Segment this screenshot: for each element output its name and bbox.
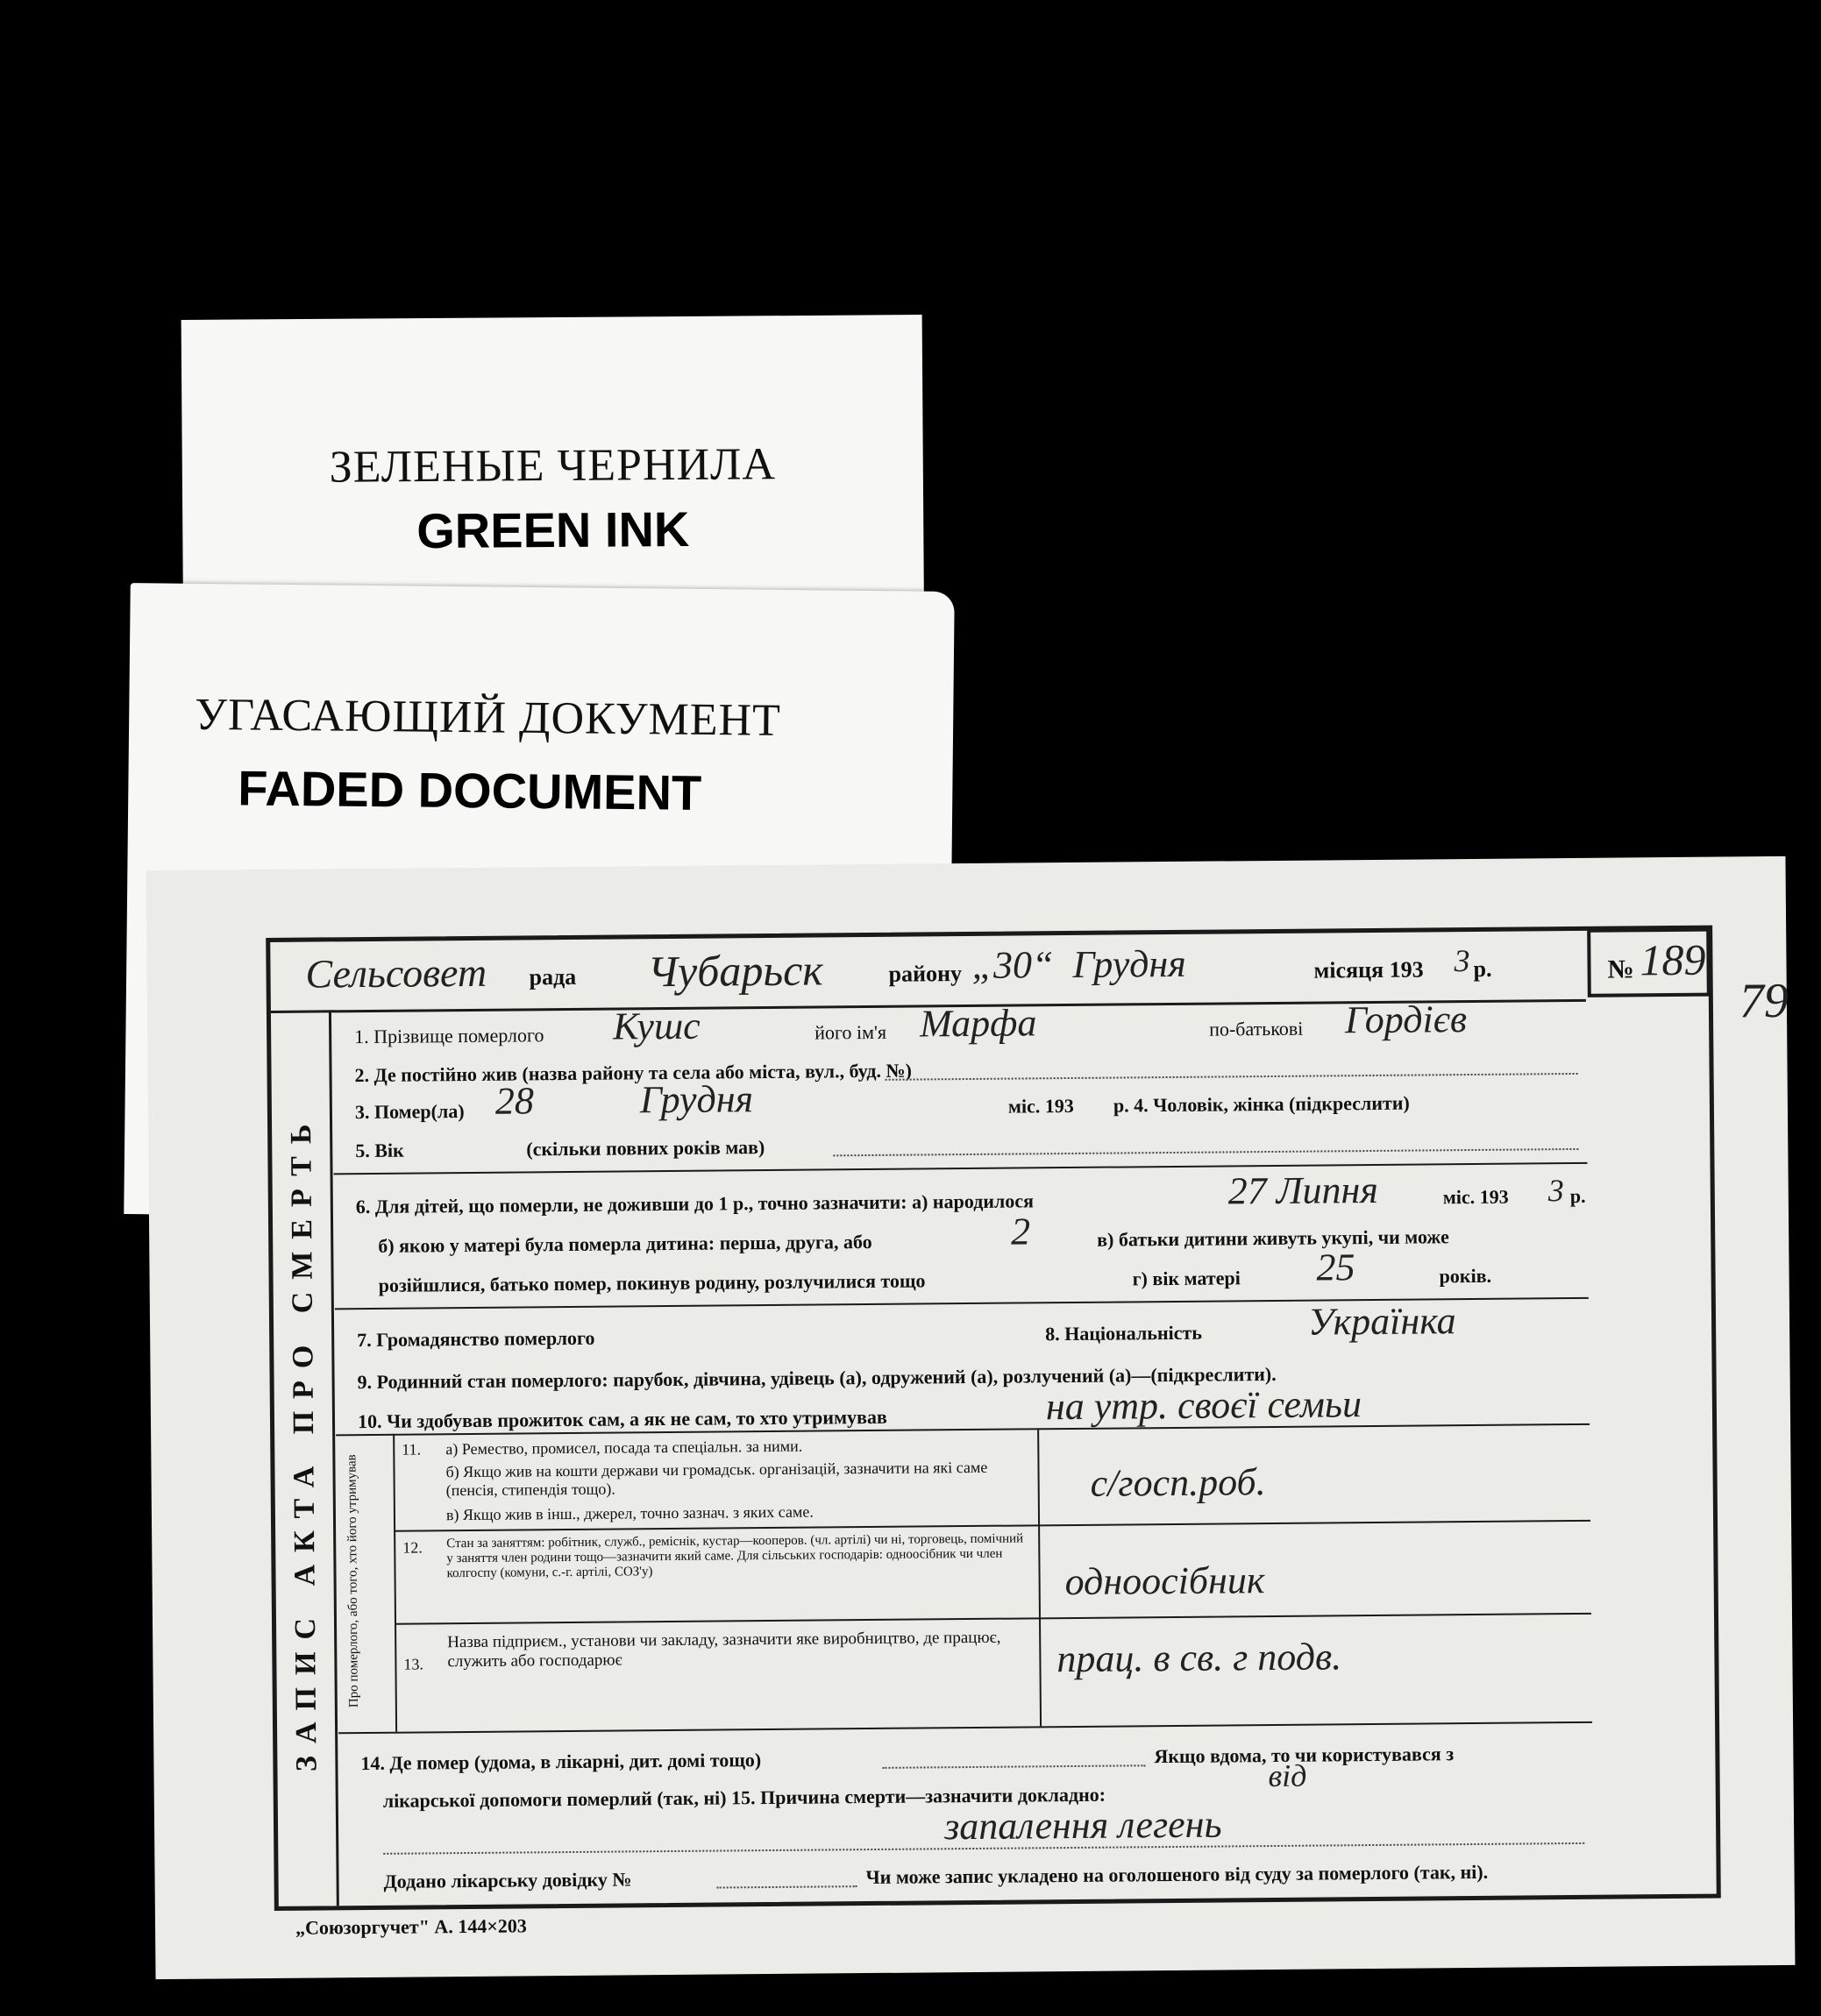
hw-year: 3 [1454,943,1470,979]
parents-status-label: розійшлися, батько помер, покинув родину, розлучилися тощо [378,1269,926,1296]
hw-rayon: Чубарьск [647,945,823,997]
age-label: 5. Вік [355,1139,404,1162]
hw-cause-2: запалення легень [943,1802,1222,1849]
residence-label: 2. Де постійно жив (назва району та села або міста, вул., буд. №) [354,1059,912,1087]
citizenship-label: 7. Громадянство померлого [357,1326,595,1352]
hw-occupation: с/госп.роб. [1090,1460,1266,1505]
death-record-card [146,856,1796,1979]
num-label: № [1607,955,1634,984]
death-month-label: міс. 193 [1007,1094,1074,1118]
patronymic-label: по-батькові [1209,1017,1304,1040]
marital-label: 9. Родинний стан померлого: парубок, дівчина, удівець (а), одружений (а), розлучений (а)—(підкреслити). [357,1362,1277,1394]
hw-support: на утр. своєї семьи [1045,1382,1362,1429]
certificate-label: Додано лікарську довідку № [383,1868,632,1892]
support-label: 10. Чи здобував прожиток сам, а як не сам, то хто утримував [357,1405,887,1433]
l12-num: 12. [402,1538,423,1557]
child-born-month: міс. 193 [1442,1185,1509,1209]
hw-mother-age: 25 [1316,1246,1355,1289]
name-label: його ім'я [814,1020,887,1044]
cause-label: лікарської допомоги померлий (так, ні) 15. Причина смерти—зазначити докладно: [382,1783,1106,1812]
hw-death-month: Грудня [639,1077,754,1122]
footer-print: „Союзоргучет" А. 144×203 [295,1914,527,1939]
l11-num: 11. [402,1440,422,1459]
l11-a: а) Ремество, промисел, посада та спеціальн. за ними. [445,1437,803,1459]
hw-child-order: 2 [1010,1210,1031,1253]
years-label: років. [1439,1264,1492,1288]
form-frame [266,926,1789,1911]
age-hint: (скільки повних років мав) [526,1136,765,1161]
child-order-label: б) якою у матері була померла дитина: перша, друга, або [378,1230,872,1257]
parents-label: в) батьки дитини живуть укупі, чи може [1097,1225,1449,1251]
hw-patronymic: Гордієв [1344,997,1468,1042]
l11-v: в) Якщо жив в інш., джерел, точно зазнач. з яких саме. [445,1502,814,1524]
gender-label: р. 4. Чоловік, жінка (підкреслити) [1113,1091,1410,1117]
hw-number: 189 [1640,934,1706,985]
green-ink-ru: ЗЕЛЕНЫЕ ЧЕРНИЛА [329,439,777,493]
surname-label: 1. Прізвище померлого [354,1024,544,1048]
hw-workplace: прац. в св. г подв. [1056,1635,1342,1681]
child-born-label: 6. Для дітей, що померли, не доживши до 1 р., точно зазначити: а) народилося [355,1189,1035,1218]
child-born-year-suffix: р. [1569,1184,1586,1208]
death-date-label: 3. Помер(ла) [354,1100,465,1124]
faded-doc-en: FADED DOCUMENT [238,760,702,820]
mother-age-label: г) вік матері [1132,1267,1241,1290]
section-side-label: Про померлого, або того, хто його утримував [345,1454,361,1708]
l12-text: Стан за заняттям: робітник, служб., реміснік, кустар—кооперов. (чл. артілі) чи ні, торговець, помічний у заняття член родини тощо—зазначити який саме. Для сільських господарів: одноосібник чи член колгоспу (комуни, с.-г. артілі, СОЗ'у) [446,1531,1024,1581]
l13-text: Назва підприєм., установи чи закладу, зазначити яке виробництво, де працює, служить або господарює [447,1628,1001,1672]
hw-death-day: 28 [494,1079,535,1123]
hw-status: одноосібник [1064,1558,1265,1604]
place-of-death-label: 14. Де помер (удома, в лікарні, дит. домі тощо) [360,1749,762,1775]
hw-nationality: Українка [1307,1299,1456,1344]
hw-rada: Сельсовет [305,949,487,997]
faded-doc-ru: УГАСАЮЩИЙ ДОКУМЕНТ [194,689,782,746]
rayon-label: району [888,961,963,987]
l13-num: 13. [403,1655,424,1673]
side-title: ЗАПИС АКТА ПРО СМЕРТЬ [284,1111,324,1772]
hw-margin-number: 79 [1739,973,1789,1029]
hw-surname: Кушс [612,1004,701,1048]
hw-cause-1: від [1268,1757,1307,1794]
green-ink-en: GREEN INK [416,500,690,559]
rada-label: рада [529,963,577,990]
l11-b: б) Якщо жив на кошти держави чи громадськ. організацій, зазначити на які саме (пенсія, стипендія тощо). [445,1458,988,1500]
nationality-label: 8. Національність [1045,1321,1203,1345]
month-label: місяця 193 [1313,956,1424,983]
hw-name: Марфа [919,1001,1037,1046]
hw-child-born: 27 Липня [1227,1168,1379,1213]
court-label: Чи може запис укладено на оголошеного від суду за померлого (так, ні). [865,1860,1489,1889]
home-label: Якщо вдома, то чи користувався з [1154,1743,1455,1768]
hw-day: „30“ [971,943,1054,987]
hw-child-year: 3 [1547,1173,1564,1209]
year-suffix: р. [1473,955,1492,982]
hw-month: Грудня [1072,941,1186,986]
